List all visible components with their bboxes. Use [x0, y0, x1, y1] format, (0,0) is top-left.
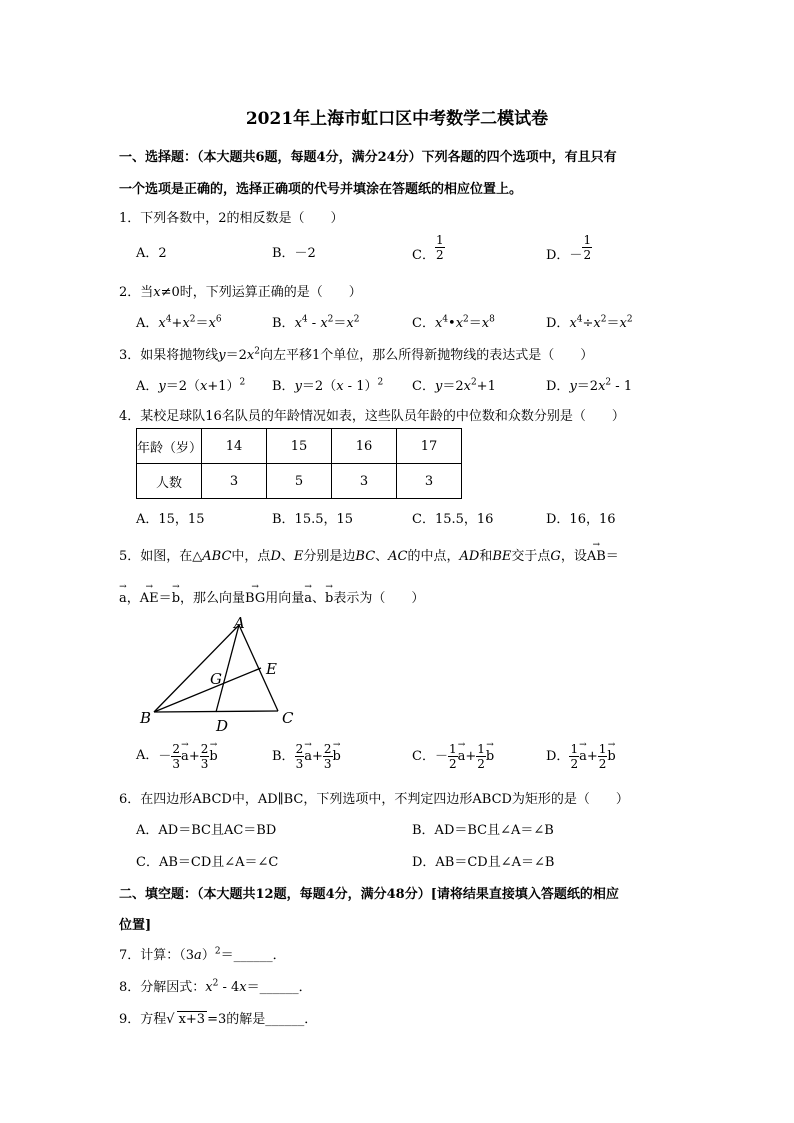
q5-option-c: C．－ $\frac{1}{2}$ → a+ $\frac{1}{2}$ → b	[412, 743, 494, 770]
q5-stem-line2: → a，→ AE＝→ b，那么向量→ BG用向量→ a、→ b表示为（ ）	[119, 587, 424, 606]
q1-option-b: B．－2	[272, 246, 316, 261]
table-row	[137, 429, 462, 464]
q9-stem: 9．方程√ x+3 =3的解是______．	[119, 1012, 318, 1027]
q7-stem: 7．计算：$(3a)^2=\_\_\_\_\_\_$．	[119, 946, 286, 963]
label-c: C	[282, 709, 294, 727]
q1-option-a: A．2	[136, 246, 167, 261]
q5-stem-line1: 5．如图，在△ABC中，点D、E分别是边BC、AC的中点，AD和BE交于点G，设→ AB＝	[119, 545, 619, 564]
q3-option-a: A．$y=2(x+1)^2$	[136, 377, 246, 394]
table-cell: 人数	[137, 464, 202, 499]
q2-stem: 2．当x≠0时，下列运算正确的是（ ）	[119, 285, 362, 300]
q2-option-c: C．$x^4•x^2=x^8$	[412, 314, 495, 331]
label-d: D	[216, 717, 229, 735]
table-cell: 17	[397, 429, 462, 464]
q8-stem: 8．分解因式：$x^2$ - 4x＝______．	[119, 978, 312, 995]
page-title: 2021年上海市虹口区中考数学二模试卷	[245, 109, 549, 129]
q4-stem: 4．某校足球队16名队员的年龄情况如表，这些队员年龄的中位数和众数分别是（ ）	[119, 409, 625, 424]
table-cell: 3	[202, 464, 267, 499]
q2-option-b: B．$x^4 - x^2=x^2$	[272, 314, 360, 331]
table-cell: 3	[397, 464, 462, 499]
q3-option-b: B．y＝2（x - 1）$^2$	[272, 377, 384, 394]
section2-heading-line2: 位置]	[119, 918, 152, 933]
q6-stem: 6．在四边形ABCD中，AD∥BC，下列选项中，不判定四边形ABCD为矩形的是（ ）	[119, 792, 629, 807]
q5-option-b: B． $\frac{2}{3}$ → a+ $\frac{2}{3}$ → b	[272, 743, 341, 770]
q5-option-a: A．－ $\frac{2}{3}$ → a+ $\frac{2}{3}$ → b	[136, 743, 218, 770]
median-ad	[216, 625, 239, 712]
q4-option-c: C．15.5，16	[412, 512, 494, 527]
table-cell: 15	[267, 429, 332, 464]
q2-option-a: A．$x^4+x^2=x^6$	[136, 314, 222, 331]
q3-option-d: D．$y=2x^2 - 1$	[546, 377, 633, 394]
section2-heading-line1: 二、填空题：（本大题共12题，每题4分，满分48分）[请将结果直接填入答题纸的相应	[119, 887, 619, 902]
triangle-figure	[136, 612, 306, 737]
edge-ab	[154, 625, 239, 712]
table-cell: 5	[267, 464, 332, 499]
age-table	[136, 428, 462, 499]
q4-option-a: A．15，15	[136, 512, 205, 527]
q6-option-d: D．AB＝CD且∠A＝∠B	[412, 855, 555, 870]
q6-option-c: C．AB＝CD且∠A＝∠C	[136, 855, 279, 870]
q5-option-d: D． $\frac{1}{2}$ → a+ $\frac{1}{2}$ → b	[546, 743, 616, 770]
q1-stem: 1．下列各数中，2的相反数是（ ）	[119, 211, 344, 226]
q6-option-b: B．AD＝BC且∠A＝∠B	[412, 823, 554, 838]
label-e: E	[266, 660, 277, 678]
q4-option-d: D．16，16	[546, 512, 616, 527]
table-cell: 3	[332, 464, 397, 499]
table-cell: 16	[332, 429, 397, 464]
q1-option-c: C． $\frac{1}{2}$	[412, 233, 444, 263]
q4-option-b: B．15.5，15	[272, 512, 354, 527]
table-cell: 14	[202, 429, 267, 464]
q3-stem: 3．如果将抛物线$y=2x^2$向左平移1个单位，那么所得新抛物线的表达式是（ ）	[119, 346, 594, 363]
median-be	[154, 668, 261, 712]
table-cell: 年龄（岁）	[137, 429, 202, 464]
label-a: A	[234, 614, 245, 632]
table-row	[137, 464, 462, 499]
section1-heading-line2: 一个选项是正确的，选择正确项的代号并填涂在答题纸的相应位置上。	[119, 182, 523, 197]
q1-option-d: D．－ $\frac{1}{2}$	[546, 233, 592, 263]
q6-option-a: A．AD＝BC且AC＝BD	[136, 823, 277, 838]
section1-heading-line1: 一、选择题：（本大题共6题，每题4分，满分24分）下列各题的四个选项中，有且只有	[119, 150, 617, 165]
q2-option-d: D．$x^4\div x^2=x^2$	[546, 314, 633, 331]
q3-option-c: C．$y=2x^2+1$	[412, 377, 496, 394]
label-b: B	[140, 709, 152, 727]
label-g: G	[210, 670, 222, 688]
